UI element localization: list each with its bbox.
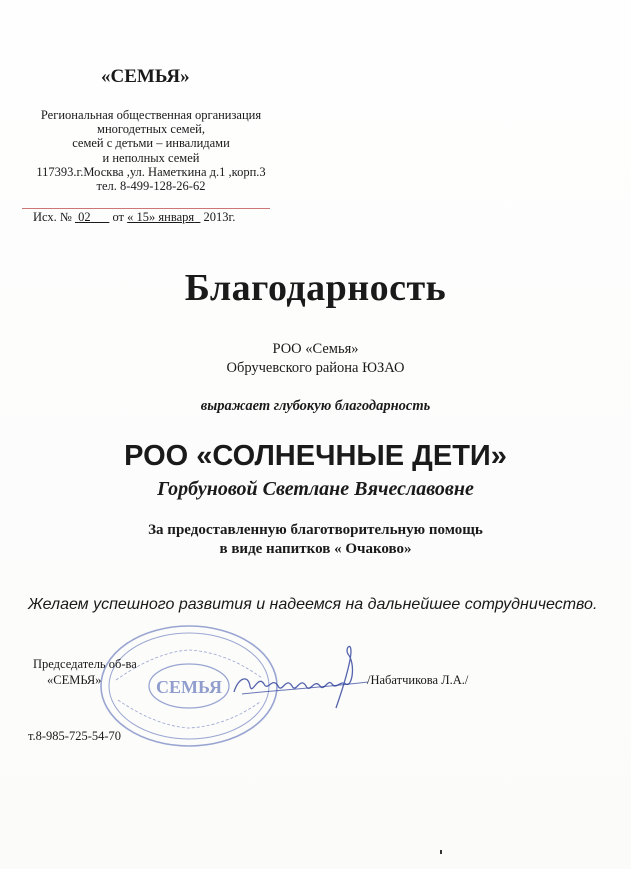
sender-line-1: РОО «Семья»: [272, 341, 359, 357]
org-line: семей с детьми – инвалидами: [72, 136, 230, 151]
org-address: 117393.г.Москва ,ул. Наметкина д.1 ,корп.3: [36, 164, 266, 179]
org-phone: тел. 8-499-128-26-62: [96, 179, 206, 194]
scan-speck: [440, 850, 442, 854]
handwritten-signature: [228, 634, 374, 714]
org-line: Региональная общественная организация: [40, 108, 262, 122]
chair-title-line-1: Председатель об-ва: [33, 657, 137, 671]
reason-line-2: в виде напитков « Очаково»: [219, 541, 412, 557]
contact-phone: т.8-985-725-54-70: [28, 729, 122, 743]
header-divider: [22, 208, 270, 209]
wish-text: Желаем успешного развития и надеемся на дальнейшее сотрудничество.: [28, 596, 598, 613]
signatory-name: /Набатчикова Л.А./: [367, 673, 469, 687]
chair-title-line-2: «СЕМЬЯ»: [47, 673, 102, 687]
document-title: Благодарность: [184, 267, 447, 309]
outgoing-date: « 15» января: [127, 210, 195, 224]
org-line: и неполных семей: [102, 150, 200, 165]
outgoing-from: от: [112, 210, 125, 224]
org-name: «СЕМЬЯ»: [101, 66, 190, 87]
sender-line-2: Обручевского района ЮЗАО: [226, 360, 405, 376]
org-details: [26, 108, 276, 193]
stamp-text: СЕМЬЯ: [156, 677, 222, 697]
outgoing-reference: [33, 210, 235, 225]
recipient-person: Горбуновой Светлане Вячеславовне: [157, 478, 474, 500]
expresses-gratitude: выражает глубокую благодарность: [200, 398, 431, 414]
org-line: многодетных семей,: [97, 122, 205, 137]
outgoing-year: 2013г.: [203, 210, 236, 224]
reason-line-1: За предоставленную благотворительную помощь: [148, 522, 483, 538]
outgoing-prefix: Исх. №: [33, 210, 72, 224]
recipient-organization: РОО «СОЛНЕЧНЫЕ ДЕТИ»: [124, 440, 507, 472]
outgoing-number: 02: [78, 210, 91, 224]
